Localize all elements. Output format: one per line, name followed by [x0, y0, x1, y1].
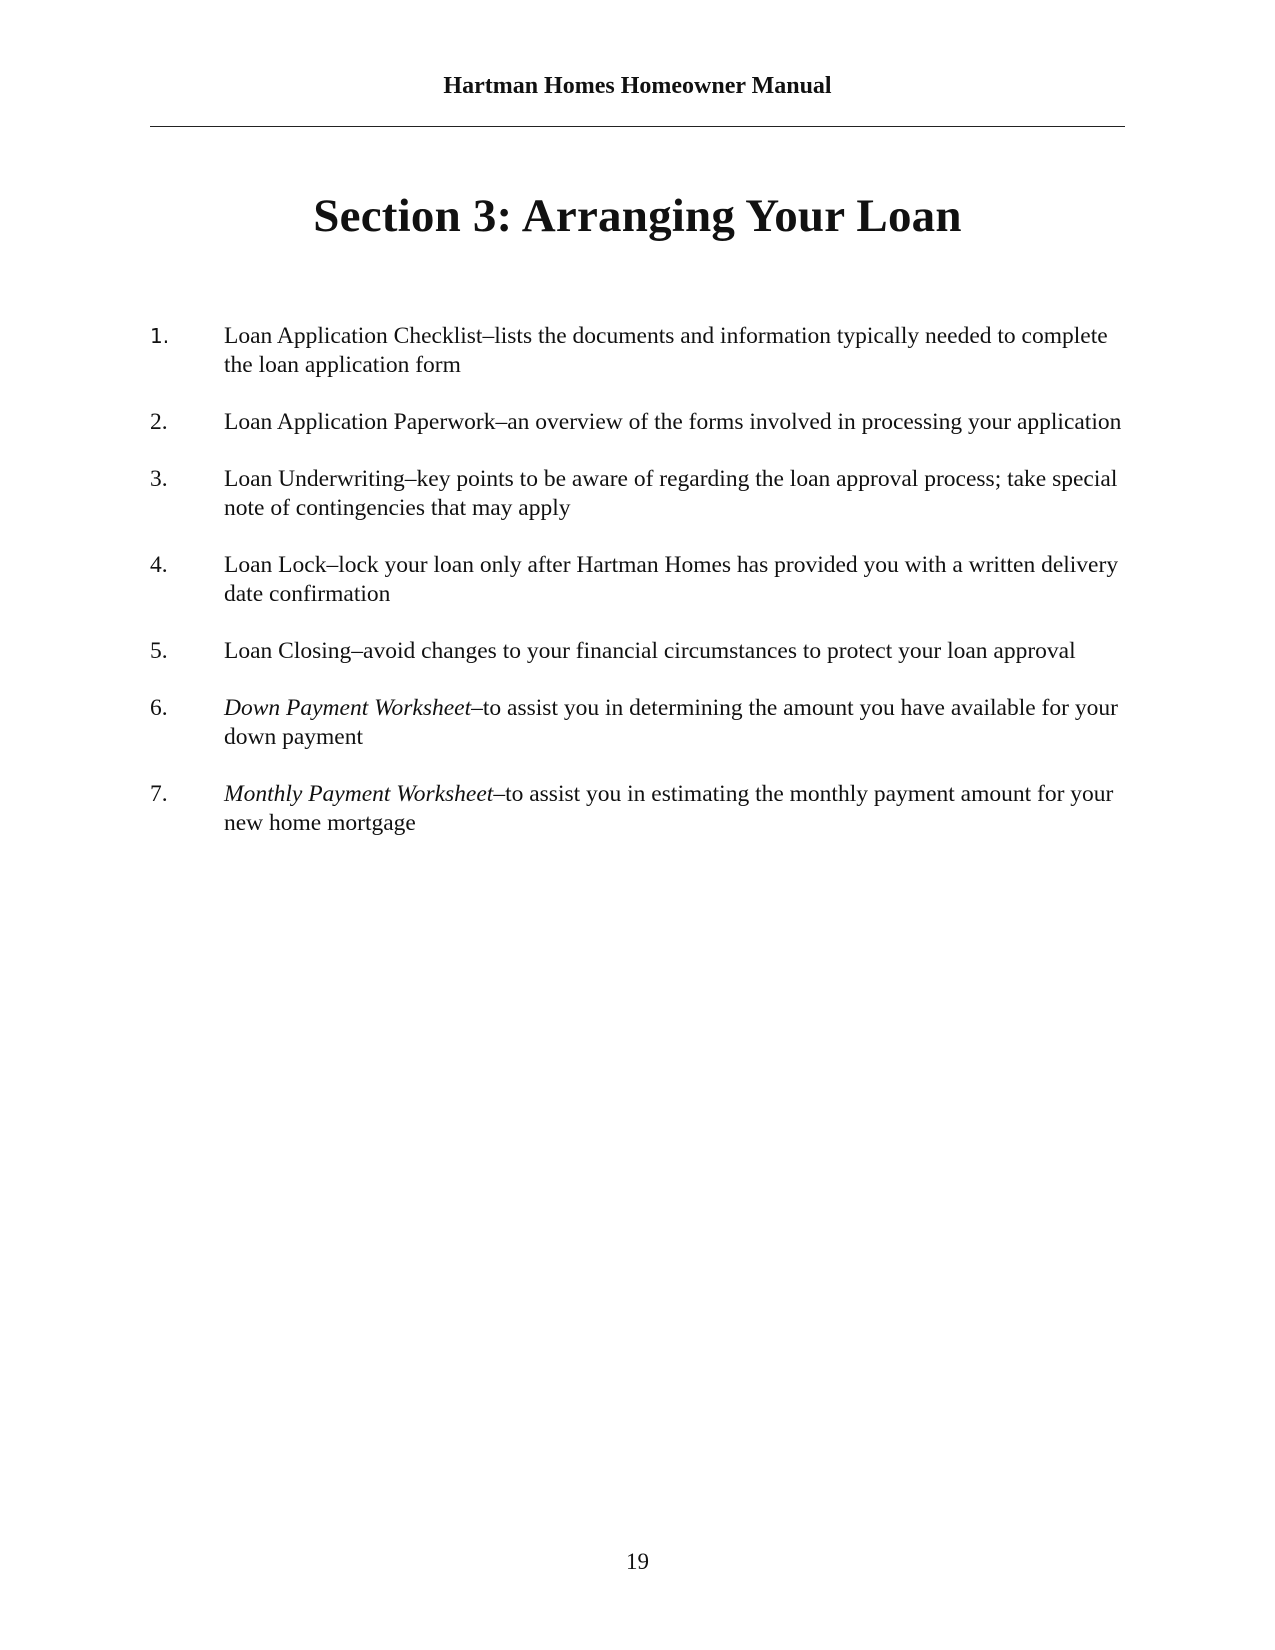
list-item-separator: –: [326, 552, 339, 578]
header-divider: [150, 126, 1125, 127]
list-item-title: Loan Underwriting: [224, 466, 405, 492]
list-item: [150, 694, 1130, 752]
list-item-separator: –: [482, 323, 495, 349]
list-item-description: to assist you in determining the amount you have available for your down payment: [224, 695, 1118, 750]
list-item: [150, 322, 1130, 380]
list-item-description: key points to be aware of regarding the loan approval process; take special note of contingencies that may apply: [224, 466, 1118, 521]
list-item: [150, 780, 1130, 838]
list-item-separator: –: [495, 409, 508, 435]
list-item: [150, 551, 1130, 609]
list-item-description: lists the documents and information typically needed to complete the loan application form: [224, 323, 1108, 378]
section-contents-list: [150, 322, 1130, 866]
list-item: [150, 408, 1130, 437]
list-item-description: an overview of the forms involved in processing your application: [507, 409, 1122, 435]
list-item-title: Down Payment Worksheet: [224, 695, 472, 721]
list-item-title: Monthly Payment Worksheet: [224, 781, 494, 807]
list-item-number: 2.: [150, 409, 168, 435]
list-item-number: 7.: [150, 781, 168, 807]
list-item-number: 6.: [150, 695, 168, 721]
list-item-title: Loan Application Checklist: [224, 323, 483, 349]
list-item-description: to assist you in estimating the monthly payment amount for your new home mortgage: [224, 781, 1114, 836]
list-item-number: 3.: [150, 466, 168, 492]
list-item-description: lock your loan only after Hartman Homes has provided you with a written delivery date confirmation: [224, 552, 1119, 607]
list-item-title: Loan Lock: [224, 552, 327, 578]
list-item-number: 5.: [150, 638, 168, 664]
list-item: [150, 465, 1130, 523]
list-item-number: 4.: [150, 552, 168, 578]
list-item: [150, 637, 1130, 666]
list-item-separator: –: [471, 695, 483, 721]
running-header-title: Hartman Homes Homeowner Manual: [443, 73, 832, 99]
section-title: Section 3: Arranging Your Loan: [313, 190, 962, 242]
list-item-title: Loan Closing: [224, 638, 352, 664]
list-item-separator: –: [351, 638, 364, 664]
list-item-title: Loan Application Paperwork: [224, 409, 496, 435]
list-item-separator: –: [493, 781, 506, 807]
list-item-separator: –: [404, 466, 417, 492]
list-item-number: 1.: [150, 324, 170, 348]
page-number: 19: [626, 1549, 649, 1574]
list-item-description: avoid changes to your financial circumstances to protect your loan approval: [363, 638, 1076, 664]
